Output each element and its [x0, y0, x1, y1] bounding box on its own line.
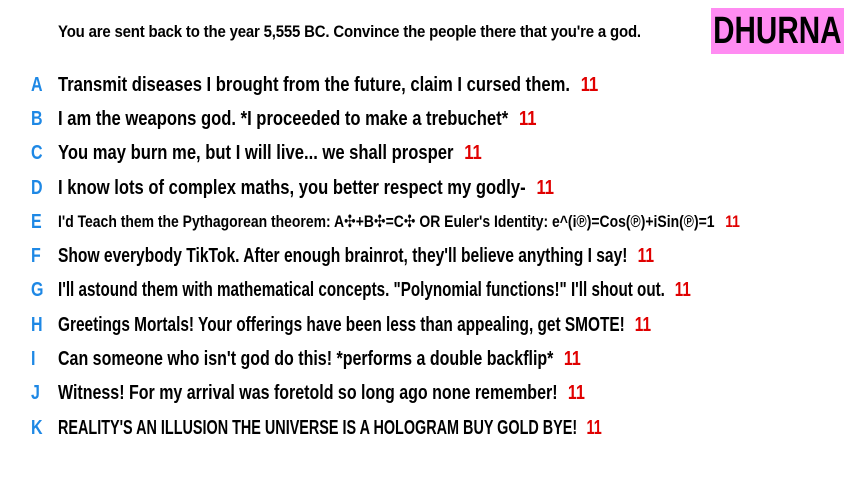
answer-row-k [0, 411, 853, 445]
answer-letter: C [31, 142, 43, 165]
prompt-text: You are sent back to the year 5,555 BC. Convince the people there that you're a god. [58, 22, 641, 41]
answer-letter: F [31, 245, 41, 268]
answer-row-b [0, 102, 853, 136]
answer-text: You may burn me, but I will live... we shall prosper [58, 142, 454, 165]
answer-text: Witness! For my arrival was foretold so long ago none remember! [58, 382, 558, 405]
answer-score: 11 [586, 416, 602, 439]
answer-text: I am the weapons god. *I proceeded to make a trebuchet* [58, 107, 509, 130]
answer-list [0, 68, 853, 445]
answer-row-d [0, 171, 853, 205]
answer-score: 11 [518, 107, 537, 130]
answer-score: 11 [580, 73, 599, 96]
answer-letter: B [31, 107, 43, 130]
answer-text: I'll astound them with mathematical concepts. "Polynomial functions!" I'll shout out. [58, 279, 665, 302]
answer-row-a [0, 68, 853, 102]
answer-text: I know lots of complex maths, you better respect my godly- [58, 176, 526, 199]
answer-score: 11 [563, 348, 581, 371]
answer-text: Show everybody TikTok. After enough brainrot, they'll believe anything I say! [58, 245, 628, 268]
answer-score: 11 [725, 212, 740, 232]
answer-letter: E [31, 210, 42, 233]
answer-text: Greetings Mortals! Your offerings have been less than appealing, get SMOTE! [58, 313, 625, 336]
answer-row-g [0, 274, 853, 308]
header [0, 0, 853, 60]
answer-row-j [0, 377, 853, 411]
answer-text: REALITY'S AN ILLUSION THE UNIVERSE IS A HOLOGRAM BUY GOLD BYE! [58, 416, 578, 439]
answer-letter: J [31, 382, 40, 405]
answer-letter: G [31, 279, 44, 302]
answer-row-f [0, 239, 853, 273]
answer-letter: A [31, 73, 43, 96]
answer-score: 11 [536, 176, 555, 199]
answer-row-i [0, 342, 853, 376]
answer-text: I'd Teach them the Pythagorean theorem: A✣+B✣=C✣ OR Euler's Identity: e^(i℗)=Cos(℗)+iSin(℗)=1 [58, 212, 715, 232]
answer-row-e [0, 205, 853, 239]
answer-letter: H [31, 313, 43, 336]
answer-letter: D [31, 176, 43, 199]
player-badge [711, 8, 844, 54]
answer-score: 11 [637, 245, 655, 268]
answer-letter: I [31, 348, 36, 371]
answer-text: Transmit diseases I brought from the future, claim I cursed them. [58, 73, 570, 96]
answer-text: Can someone who isn't god do this! *performs a double backflip* [58, 348, 554, 371]
answer-score: 11 [464, 142, 482, 165]
player-name: DHURNA [713, 10, 842, 52]
answer-letter: K [31, 416, 43, 439]
answer-score: 11 [674, 279, 691, 302]
answer-score: 11 [634, 313, 652, 336]
answer-row-h [0, 308, 853, 342]
answer-score: 11 [567, 382, 585, 405]
answer-row-c [0, 137, 853, 171]
